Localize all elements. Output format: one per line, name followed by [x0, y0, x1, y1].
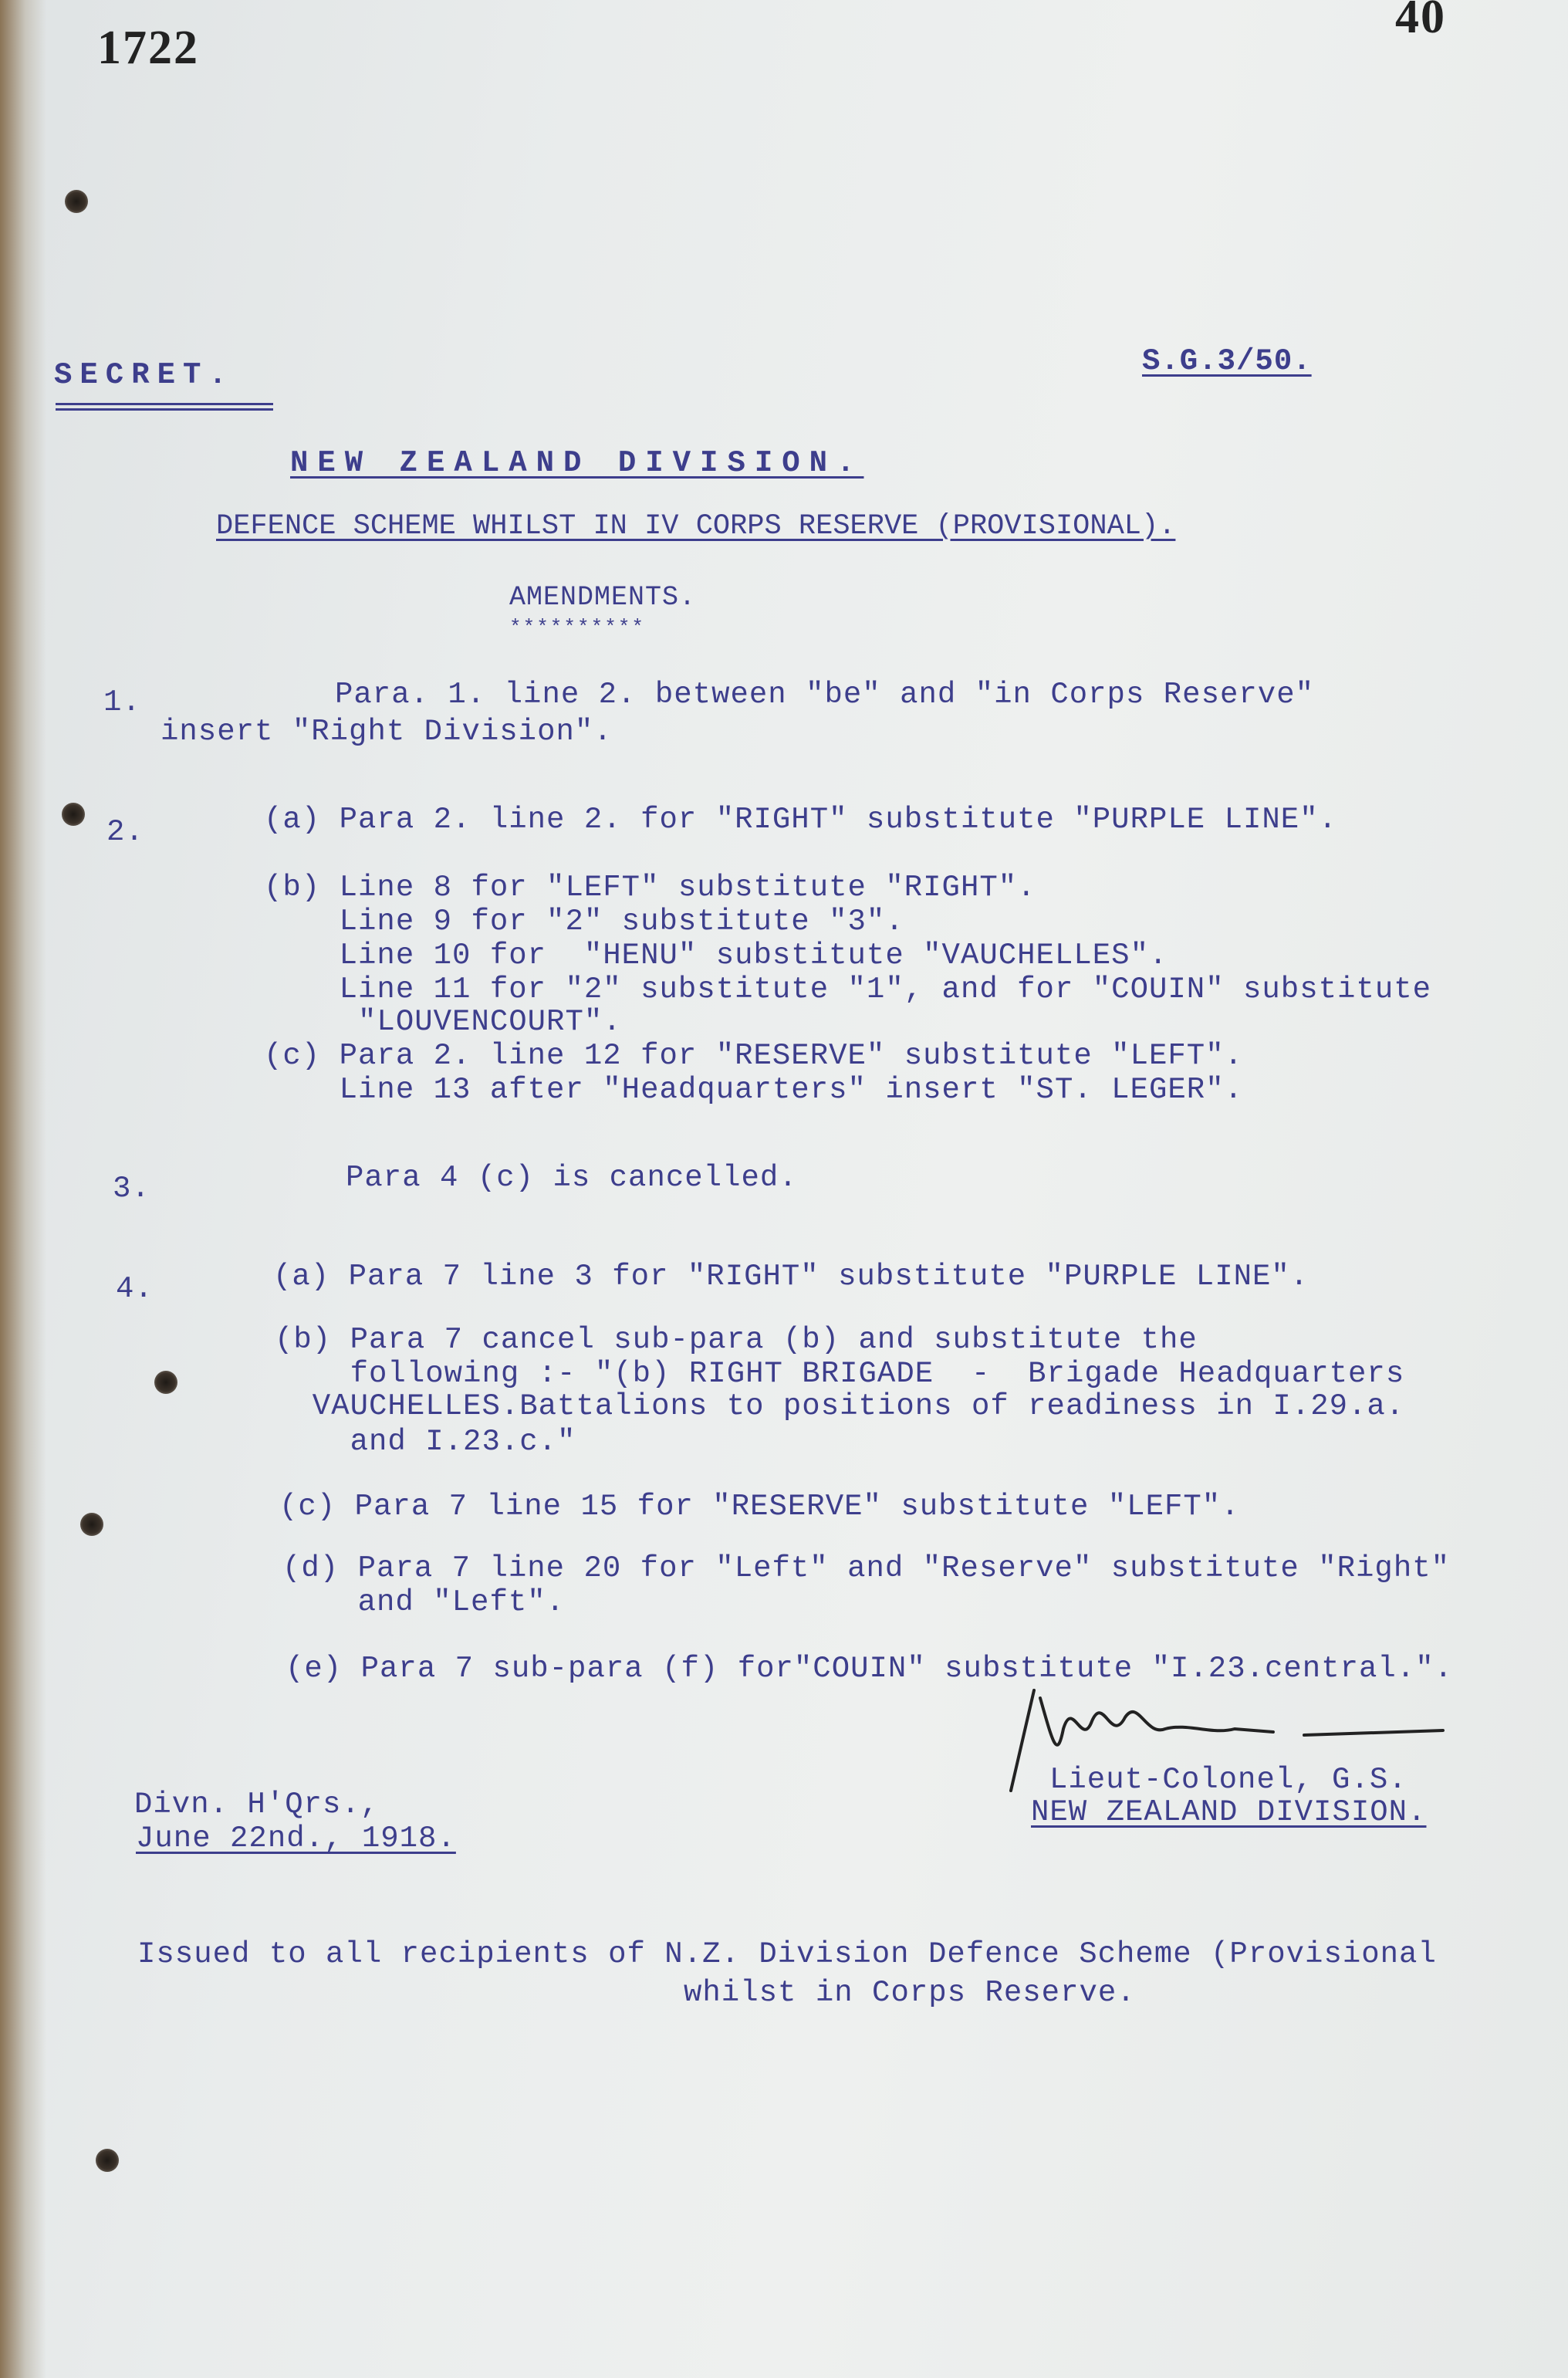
origin-place: Divn. H'Qrs., — [134, 1788, 380, 1822]
origin-date: June 22nd., 1918. — [136, 1822, 456, 1855]
heading-ornament: ********** — [509, 616, 646, 639]
distribution-line: Issued to all recipients of N.Z. Division Defence Scheme (Provisional — [137, 1937, 1437, 1971]
amendment-line: following :- "(b) RIGHT BRIGADE - Brigade Headquarters — [275, 1357, 1405, 1391]
page-edge — [0, 0, 46, 2378]
signatory-rank: Lieut-Colonel, G.S. — [1049, 1763, 1407, 1797]
reference-number: S.G.3/50. — [1142, 344, 1312, 378]
amendment-line: Para 4 (c) is cancelled. — [346, 1161, 798, 1195]
signatory-unit: NEW ZEALAND DIVISION. — [1031, 1795, 1427, 1829]
amendment-line: "LOUVENCOURT". — [264, 1005, 622, 1039]
amendment-line: (c) Para 2. line 12 for "RESERVE" substitute "LEFT". — [264, 1039, 1243, 1073]
amendment-line: (a) Para 2. line 2. for "RIGHT" substitute "PURPLE LINE". — [264, 803, 1338, 837]
amendment-line: (b) Para 7 cancel sub-para (b) and substitute the — [275, 1323, 1198, 1357]
classification-underline — [56, 403, 273, 411]
amendment-line: Line 11 for "2" substitute "1", and for "COUIN" substitute — [264, 973, 1432, 1006]
amendment-number: 2. — [106, 815, 144, 849]
amendment-number: 1. — [103, 685, 141, 719]
amendment-line: and I.23.c." — [275, 1425, 576, 1459]
amendment-line: Line 10 for "HENU" substitute "VAUCHELLES". — [264, 939, 1168, 973]
punch-hole — [62, 803, 85, 826]
amendment-line: (d) Para 7 line 20 for "Left" and "Reserve" substitute "Right" — [282, 1551, 1451, 1585]
distribution-line: whilst in Corps Reserve. — [684, 1976, 1136, 2010]
punch-hole — [80, 1513, 103, 1536]
amendment-line: and "Left". — [282, 1585, 566, 1619]
division-title: NEW ZEALAND DIVISION. — [290, 446, 864, 480]
amendment-number: 3. — [113, 1172, 150, 1206]
amendment-line: Line 9 for "2" substitute "3". — [264, 905, 904, 939]
punch-hole — [154, 1371, 177, 1394]
punch-hole — [65, 190, 88, 213]
folio-number: 40 — [1395, 0, 1446, 43]
amendments-heading: AMENDMENTS. — [509, 582, 697, 613]
amendment-line: (e) Para 7 sub-para (f) for"COUIN" substitute "I.23.central.". — [286, 1652, 1454, 1686]
amendment-line: (c) Para 7 line 15 for "RESERVE" substitute "LEFT". — [279, 1490, 1240, 1524]
archive-number: 1722 — [97, 22, 199, 74]
scheme-title: DEFENCE SCHEME WHILST IN IV CORPS RESERVE (PROVISIONAL). — [216, 510, 1176, 543]
amendment-line: VAUCHELLES.Battalions to positions of readiness in I.29.a. — [275, 1389, 1405, 1423]
amendment-line: (a) Para 7 line 3 for "RIGHT" substitute "PURPLE LINE". — [273, 1260, 1309, 1294]
punch-hole — [96, 2149, 119, 2172]
amendment-line: Line 13 after "Headquarters" insert "ST. LEGER". — [264, 1073, 1243, 1107]
amendment-line: Para. 1. line 2. between "be" and "in Corps Reserve" — [335, 678, 1314, 712]
amendment-line: (b) Line 8 for "LEFT" substitute "RIGHT". — [264, 871, 1036, 905]
classification-label: SECRET. — [54, 358, 235, 392]
amendment-line: insert "Right Division". — [161, 715, 613, 749]
amendment-number: 4. — [116, 1272, 154, 1306]
